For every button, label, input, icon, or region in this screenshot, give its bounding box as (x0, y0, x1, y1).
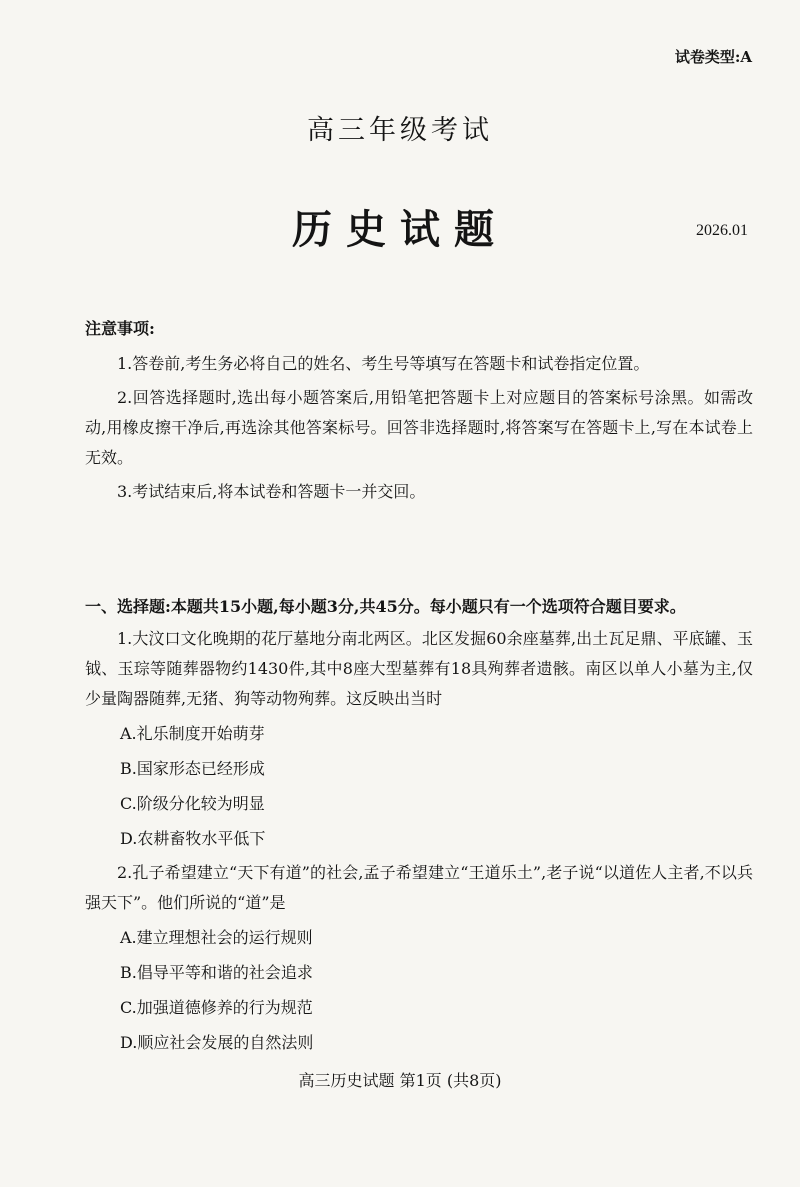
option-c: C.阶级分化较为明显 (120, 794, 265, 813)
paper-type-label: 试卷类型:A (674, 48, 752, 66)
question-2 (85, 858, 753, 1058)
option-d: D.顺应社会发展的自然法则 (120, 1033, 314, 1052)
multiple-choice-section (85, 592, 753, 1062)
notice-item: 2.回答选择题时,选出每小题答案后,用铅笔把答题卡上对应题目的答案标号涂黑。如需改动,用橡皮擦干净后,再选涂其他答案标号。回答非选择题时,将答案写在答题卡上,写在本试卷上无效。 (85, 388, 753, 467)
question-stem: 2.孔子希望建立“天下有道”的社会,孟子希望建立“王道乐土”,老子说“以道佐人主者,不以兵强天下”。他们所说的“道”是 (85, 863, 753, 912)
option-c: C.加强道德修养的行为规范 (120, 998, 313, 1017)
option-a: A.礼乐制度开始萌芽 (120, 724, 265, 743)
option-b: B.国家形态已经形成 (120, 759, 265, 778)
section-heading: 一、选择题:本题共15小题,每小题3分,共45分。每小题只有一个选项符合题目要求。 (85, 597, 686, 616)
subject-title: 历史试题 (292, 206, 508, 253)
notice-block (85, 316, 753, 507)
exam-title: 高三年级考试 (307, 115, 493, 146)
question-stem: 1.大汶口文化晚期的花厅墓地分南北两区。北区发掘60余座墓葬,出土瓦足鼎、平底罐、玉钺、玉琮等随葬器物约1430件,其中8座大型墓葬有18具殉葬者遗骸。南区以单人小墓为主,仅少量陶器随葬,无猪、狗等动物殉葬。这反映出当时 (85, 629, 753, 708)
option-a: A.建立理想社会的运行规则 (120, 928, 313, 947)
notice-item: 3.考试结束后,将本试卷和答题卡一并交回。 (117, 482, 426, 501)
exam-date: 2026.01 (696, 222, 748, 239)
option-d: D.农耕畜牧水平低下 (120, 829, 266, 848)
option-b: B.倡导平等和谐的社会追求 (120, 963, 313, 982)
question-1 (85, 624, 753, 854)
page-footer: 高三历史试题 第1页 (共8页) (298, 1071, 502, 1090)
notice-heading: 注意事项: (85, 319, 155, 338)
notice-item: 1.答卷前,考生务必将自己的姓名、考生号等填写在答题卡和试卷指定位置。 (117, 354, 650, 373)
